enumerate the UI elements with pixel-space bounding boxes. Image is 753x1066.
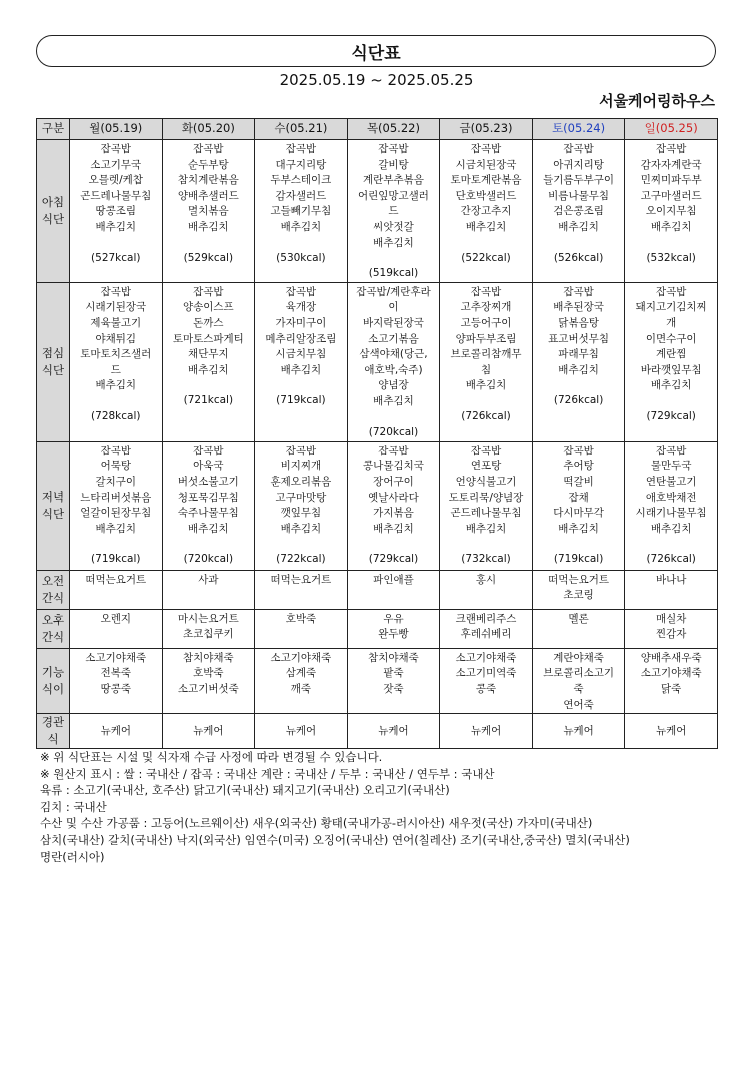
menu-item: 크랜베리주스: [455, 612, 517, 625]
menu-item: 콩나물김치국: [363, 460, 424, 473]
day-header-mon: 월(05.19): [70, 119, 163, 140]
menu-item: 잡곡밥: [100, 444, 131, 457]
menu-item: 잡곡밥/계란후라: [356, 285, 431, 298]
row-label-text: 점심: [41, 345, 65, 360]
menu-item: 잡곡밥: [100, 285, 131, 298]
menu-item: 배추김치: [95, 522, 137, 535]
note-line: ※ 원산지 표시 : 쌀 : 국내산 / 잡곡 : 국내산 계란 : 국내산 / 두부 : 국내산 / 연두부 : 국내산: [40, 766, 495, 781]
menu-item: 홍시: [475, 573, 497, 586]
row-label-text: 경관: [41, 715, 65, 730]
meal-cell: [625, 441, 718, 570]
meal-cell: [162, 140, 255, 283]
menu-item: 표고버섯무침: [548, 332, 610, 345]
menu-item: 계란찜: [655, 348, 687, 361]
meal-cell: [347, 140, 440, 283]
menu-item: 순두부탕: [188, 158, 229, 171]
meal-cell: [70, 282, 163, 441]
notes: [40, 749, 720, 865]
day-header-sun: 일(05.25): [625, 119, 718, 140]
menu-item: 배추김치: [650, 379, 692, 392]
menu-item: 돈까스: [193, 316, 224, 329]
meal-cell: [440, 570, 533, 609]
menu-item: 배추김치: [188, 220, 229, 233]
meal-cell: [347, 714, 440, 749]
menu-item: 야채튀김: [95, 332, 137, 345]
row-label-lunch: [37, 282, 70, 441]
meal-cell: [70, 714, 163, 749]
menu-item: 물만두국: [650, 460, 692, 473]
day-header-fri: 금(05.23): [440, 119, 533, 140]
meal-cell: [625, 648, 718, 713]
calorie-count: (722kcal): [276, 553, 326, 566]
menu-item: 참치야채죽: [368, 651, 419, 664]
menu-item: 잡곡밥: [193, 285, 224, 298]
menu-item: 오이지무침: [645, 205, 697, 218]
menu-item: 침: [480, 363, 492, 376]
meal-cell: [162, 282, 255, 441]
menu-item: 배추김치: [95, 220, 137, 233]
day-header-thu: 목(05.22): [347, 119, 440, 140]
note-line: 김치 : 국내산: [40, 799, 107, 814]
meal-cell: [532, 609, 625, 648]
menu-item: 닭죽: [661, 682, 682, 695]
meal-cell: [162, 714, 255, 749]
calorie-count: (532kcal): [646, 251, 696, 264]
meal-row-snack-am: [37, 570, 718, 609]
calorie-count: (720kcal): [183, 553, 234, 566]
menu-item: 파래무침: [558, 348, 599, 361]
menu-item: 오믈렛/케찹: [88, 174, 143, 187]
meal-cell: [440, 648, 533, 713]
menu-item: 바라깻잎무침: [640, 363, 702, 376]
menu-item: 잡곡밥: [378, 444, 409, 457]
menu-item: 소고기야채죽: [85, 651, 147, 664]
menu-item: 시래기나물무침: [635, 507, 707, 520]
menu-item: 파인애플: [373, 573, 414, 586]
menu-item: 양파두부조림: [455, 332, 517, 345]
menu-item: 갈비탕: [378, 158, 409, 171]
menu-item: 배추김치: [188, 363, 229, 376]
menu-item: 잡곡밥: [563, 143, 594, 155]
calorie-count: (719kcal): [91, 553, 141, 566]
calorie-count: (726kcal): [461, 409, 511, 422]
menu-item: 들기름두부구이: [543, 174, 615, 187]
row-label-text: 식단: [41, 362, 65, 377]
menu-item: 양념장: [378, 379, 409, 392]
menu-item: 연어죽: [563, 698, 594, 711]
meal-row-brand: [37, 714, 718, 749]
menu-item: 가지볶음: [373, 507, 414, 520]
menu-item: 잡곡밥: [193, 143, 224, 155]
menu-item: 돼지고기김치찌: [635, 301, 707, 314]
meal-cell: [347, 441, 440, 570]
menu-item: 드: [388, 205, 399, 218]
menu-item: 우유: [383, 612, 404, 625]
note-line: ※ 위 식단표는 시설 및 식자재 수급 사정에 따라 변경될 수 있습니다.: [40, 750, 383, 764]
menu-item: 갈치구이: [95, 475, 137, 488]
row-label-text: 식단: [41, 506, 65, 521]
menu-item: 소고기볶음: [368, 332, 419, 345]
menu-item: 개: [666, 316, 677, 329]
menu-item: 배추김치: [558, 220, 599, 233]
calorie-count: (729kcal): [368, 553, 419, 566]
menu-item: 초코링: [563, 589, 594, 602]
menu-item: 배추김치: [465, 220, 507, 233]
menu-item: 잡곡밥: [470, 285, 502, 298]
menu-item: 뉴케어: [100, 725, 131, 738]
menu-item: 잡곡밥: [285, 444, 317, 457]
menu-item: 연포탕: [470, 460, 502, 473]
meal-cell: [440, 714, 533, 749]
calorie-count: (529kcal): [183, 251, 234, 264]
meal-cell: [255, 140, 348, 283]
menu-item: 땅콩죽: [100, 682, 131, 695]
calorie-count: (719kcal): [553, 553, 604, 566]
meal-cell: [532, 441, 625, 570]
meal-cell: [625, 609, 718, 648]
meal-cell: [255, 648, 348, 713]
menu-item: 팥죽: [383, 667, 404, 680]
meal-cell: [162, 570, 255, 609]
menu-item: 간장고추지: [460, 205, 512, 218]
menu-item: 버섯소불고기: [177, 475, 239, 488]
menu-item: 깻잎무침: [280, 507, 322, 520]
row-label-dinner: [37, 441, 70, 570]
row-label-text: 오후: [41, 612, 65, 627]
meal-cell: [440, 140, 533, 283]
menu-item: 잡곡밥: [100, 143, 131, 155]
menu-item: 토마토계란볶음: [450, 174, 522, 187]
menu-item: 계란야채죽: [553, 651, 604, 664]
note-line: 육류 : 소고기(국내산, 호주산) 닭고기(국내산) 돼지고기(국내산) 오리고기(국내산): [40, 783, 450, 798]
meal-table: [36, 118, 718, 749]
meal-cell: [347, 648, 440, 713]
menu-item: 계란부추볶음: [363, 174, 424, 187]
day-header-sat: 토(05.24): [532, 119, 625, 140]
menu-item: 배추김치: [373, 236, 414, 249]
meal-row-func: [37, 648, 718, 713]
menu-item: 곤드레나물무침: [450, 507, 522, 520]
menu-item: 얼갈이된장무침: [80, 507, 152, 520]
menu-item: 사과: [198, 573, 219, 586]
row-label-text: 식단: [41, 211, 65, 226]
menu-item: 잡곡밥: [285, 143, 317, 155]
day-header-tue: 화(05.20): [162, 119, 255, 140]
calorie-count: (732kcal): [461, 553, 511, 566]
calorie-count: (719kcal): [276, 394, 326, 407]
menu-item: 뉴케어: [285, 725, 317, 738]
menu-item: 느타리버섯볶음: [80, 491, 152, 504]
meal-cell: [532, 714, 625, 749]
menu-item: 뉴케어: [470, 725, 502, 738]
meal-cell: [532, 570, 625, 609]
menu-item: 배추김치: [280, 220, 322, 233]
row-label-snack-am: [37, 570, 70, 609]
calorie-count: (728kcal): [91, 409, 141, 422]
menu-item: 잡곡밥: [285, 285, 317, 298]
menu-item: 대구지리탕: [275, 158, 327, 171]
menu-item: 비지찌개: [280, 460, 322, 473]
meal-row-breakfast: [37, 140, 718, 283]
menu-item: 바지락된장국: [363, 316, 424, 329]
menu-item: 연탄불고기: [645, 475, 697, 488]
menu-item: 소고기미역죽: [455, 667, 517, 680]
menu-item: 초코칩쿠키: [182, 628, 234, 641]
menu-item: 양배추샐러드: [177, 189, 239, 202]
menu-item: 배추김치: [188, 522, 229, 535]
menu-item: 아욱국: [193, 460, 224, 473]
menu-item: 장어구이: [373, 475, 414, 488]
menu-item: 뉴케어: [193, 725, 224, 738]
menu-item: 잣죽: [383, 682, 404, 695]
menu-item: 호박죽: [285, 612, 317, 625]
menu-item: 잡곡밥: [563, 444, 594, 457]
menu-item: 배추김치: [465, 379, 507, 392]
menu-item: 소고기버섯죽: [177, 682, 239, 695]
menu-item: 참치야채죽: [182, 651, 234, 664]
menu-item: 브로콜리소고기: [543, 667, 615, 680]
row-label-text: 오전: [41, 573, 65, 588]
calorie-count: (526kcal): [553, 251, 604, 264]
menu-item: 드: [110, 363, 121, 376]
menu-item: 언양식불고기: [455, 475, 517, 488]
corner-header: 구분: [37, 119, 70, 140]
meal-cell: [255, 714, 348, 749]
note-line: 명란(러시아): [40, 849, 105, 864]
menu-item: 뉴케어: [655, 725, 687, 738]
menu-item: 시금치된장국: [455, 158, 517, 171]
menu-item: 뉴케어: [563, 725, 594, 738]
meal-cell: [70, 441, 163, 570]
menu-item: 다시마무각: [553, 507, 604, 520]
meal-cell: [70, 609, 163, 648]
menu-item: 배추김치: [558, 363, 599, 376]
menu-item: 민찌미파두부: [640, 174, 702, 187]
day-header-wed: 수(05.21): [255, 119, 348, 140]
calorie-count: (721kcal): [183, 394, 234, 407]
menu-item: 매실차: [655, 612, 687, 625]
menu-item: 떡갈비: [563, 475, 594, 488]
menu-item: 두부스테이크: [270, 174, 332, 187]
menu-item: 잡채: [568, 491, 589, 504]
menu-item: 잡곡밥: [378, 143, 409, 155]
menu-item: 닭볶음탕: [558, 316, 599, 329]
note-line: 삼치(국내산) 갈치(국내산) 낙지(외국산) 임연수(미국) 오징어(국내산) 연어(칠레산) 조기(국내산,중국산) 멸치(국내산): [40, 832, 630, 847]
meal-row-dinner: [37, 441, 718, 570]
menu-item: 배추김치: [465, 522, 507, 535]
meal-cell: [532, 648, 625, 713]
menu-item: 제육불고기: [90, 316, 142, 329]
menu-item: 아귀지리탕: [553, 158, 604, 171]
menu-item: 배추된장국: [553, 301, 604, 314]
menu-item: 청포묵김무침: [177, 491, 239, 504]
menu-item: 감자자계란국: [640, 158, 702, 171]
menu-item: 잡곡밥: [655, 444, 687, 457]
meal-cell: [347, 609, 440, 648]
meal-cell: [162, 609, 255, 648]
menu-item: 깨죽: [290, 682, 312, 695]
menu-item: 옛날사라다: [368, 491, 419, 504]
meal-cell: [347, 282, 440, 441]
menu-item: 삼색야채(당근,: [359, 348, 428, 361]
menu-item: 죽: [573, 682, 584, 695]
meal-cell: [255, 441, 348, 570]
menu-item: 시래기된장국: [85, 301, 147, 314]
menu-item: 멜론: [568, 612, 589, 625]
meal-cell: [440, 282, 533, 441]
meal-cell: [532, 140, 625, 283]
menu-item: 단호박샐러드: [455, 189, 517, 202]
menu-item: 고구마맛탕: [275, 491, 327, 504]
meal-cell: [625, 282, 718, 441]
row-label-text: 식이: [41, 681, 65, 696]
meal-cell: [255, 282, 348, 441]
menu-item: 잡곡밥: [655, 143, 687, 155]
menu-item: 소고기야채죽: [640, 667, 702, 680]
row-label-brand: [37, 714, 70, 749]
calorie-count: (726kcal): [553, 394, 604, 407]
menu-item: 오렌지: [100, 612, 131, 625]
menu-item: 고추장찌개: [460, 301, 512, 314]
menu-item: 잡곡밥: [655, 285, 687, 298]
menu-item: 땅콩조림: [95, 205, 137, 218]
menu-item: 소고기야채죽: [270, 651, 332, 664]
row-label-text: 저녁: [41, 489, 65, 504]
menu-item: 소고기무국: [90, 158, 142, 171]
menu-item: 찐감자: [655, 628, 687, 641]
menu-item: 훈제오리볶음: [270, 475, 332, 488]
menu-item: 잡곡밥: [470, 444, 502, 457]
menu-item: 채단무지: [188, 348, 229, 361]
menu-item: 잡곡밥: [563, 285, 594, 298]
menu-item: 토마토치즈샐러: [80, 348, 152, 361]
menu-item: 씨앗젓갈: [373, 220, 414, 233]
meal-cell: [347, 570, 440, 609]
menu-item: 추어탕: [563, 460, 594, 473]
menu-item: 어묵탕: [100, 460, 131, 473]
calorie-count: (720kcal): [368, 425, 419, 438]
row-label-text: 기능: [41, 664, 65, 679]
menu-item: 브로콜리참깨무: [450, 348, 522, 361]
row-label-breakfast: [37, 140, 70, 283]
menu-item: 도토리묵/양념장: [448, 491, 524, 504]
menu-item: 배추김치: [280, 363, 322, 376]
menu-item: 애호박채전: [645, 491, 697, 504]
meal-cell: [162, 648, 255, 713]
meal-cell: [625, 714, 718, 749]
meal-cell: [162, 441, 255, 570]
menu-item: 배추김치: [650, 522, 692, 535]
page-title: 식단표: [36, 35, 716, 67]
menu-item: 후레쉬베리: [460, 628, 512, 641]
provider-name: 서울케어링하우스: [599, 92, 715, 110]
menu-item: 콩죽: [475, 682, 497, 695]
menu-item: 바나나: [655, 573, 687, 586]
menu-item: 삼계죽: [285, 667, 317, 680]
menu-item: 참치계란볶음: [177, 174, 239, 187]
row-label-text: 간식: [41, 590, 65, 605]
calorie-count: (530kcal): [276, 251, 326, 264]
menu-item: 시금치무침: [275, 348, 327, 361]
meal-cell: [255, 609, 348, 648]
meal-cell: [440, 609, 533, 648]
row-label-text: 식: [47, 732, 59, 747]
menu-item: 애호박,숙주): [364, 363, 423, 376]
menu-item: 잡곡밥: [193, 444, 224, 457]
menu-item: 어린잎망고샐러: [357, 189, 429, 202]
row-label-func: [37, 648, 70, 713]
menu-item: 육개장: [285, 301, 317, 314]
meal-cell: [625, 140, 718, 283]
menu-period: 2025.05.19 ~ 2025.05.25: [279, 71, 474, 89]
menu-item: 호박죽: [193, 667, 224, 680]
row-label-text: 간식: [41, 629, 65, 644]
calorie-count: (729kcal): [646, 409, 696, 422]
menu-item: 고들빼기무침: [270, 205, 332, 218]
menu-item: 떠먹는요거트: [85, 573, 147, 586]
menu-item: 소고기야채죽: [455, 651, 517, 664]
menu-item: 배추김치: [280, 522, 322, 535]
menu-item: 곤드레나물무침: [80, 189, 152, 202]
menu-item: 이: [388, 301, 399, 314]
menu-item: 떠먹는요거트: [270, 573, 332, 586]
menu-item: 양송이스프: [182, 301, 234, 314]
menu-item: 토마토스파게티: [172, 332, 244, 345]
menu-item: 메추리알장조림: [265, 332, 337, 345]
menu-item: 완두빵: [378, 628, 409, 641]
menu-item: 양배추새우죽: [640, 651, 702, 664]
menu-item: 배추김치: [95, 379, 137, 392]
menu-item: 검은콩조림: [553, 205, 604, 218]
menu-item: 고등어구이: [460, 316, 512, 329]
menu-item: 전복죽: [100, 667, 131, 680]
menu-item: 숙주나물무침: [177, 507, 239, 520]
menu-item: 배추김치: [558, 522, 599, 535]
menu-item: 비름나물무침: [548, 189, 610, 202]
meal-row-lunch: [37, 282, 718, 441]
menu-item: 이면수구이: [645, 332, 697, 345]
row-label-text: 아침: [41, 194, 65, 209]
menu-item: 뉴케어: [378, 725, 409, 738]
menu-item: 고구마샐러드: [640, 189, 702, 202]
menu-item: 잡곡밥: [470, 143, 502, 155]
note-line: 수산 및 수산 가공품 : 고등어(노르웨이산) 새우(외국산) 황태(국내가공-러시아산) 새우젓(국산) 가자미(국내산): [40, 816, 593, 831]
table-header-row: [37, 119, 718, 140]
calorie-count: (522kcal): [461, 251, 511, 264]
calorie-count: (527kcal): [91, 251, 141, 264]
meal-cell: [440, 441, 533, 570]
menu-item: 배추김치: [373, 394, 414, 407]
calorie-count: (519kcal): [368, 267, 419, 280]
meal-cell: [70, 140, 163, 283]
menu-item: 가자미구이: [275, 316, 327, 329]
menu-item: 떠먹는요거트: [548, 573, 610, 586]
meal-cell: [70, 648, 163, 713]
menu-item: 배추김치: [650, 220, 692, 233]
row-label-snack-pm: [37, 609, 70, 648]
meal-cell: [70, 570, 163, 609]
menu-item: 멸치볶음: [188, 205, 229, 218]
meal-cell: [255, 570, 348, 609]
menu-item: 감자샐러드: [275, 189, 327, 202]
meal-cell: [532, 282, 625, 441]
meal-row-snack-pm: [37, 609, 718, 648]
menu-item: 마시는요거트: [177, 612, 239, 625]
meal-cell: [625, 570, 718, 609]
calorie-count: (726kcal): [646, 553, 696, 566]
menu-item: 배추김치: [373, 522, 414, 535]
